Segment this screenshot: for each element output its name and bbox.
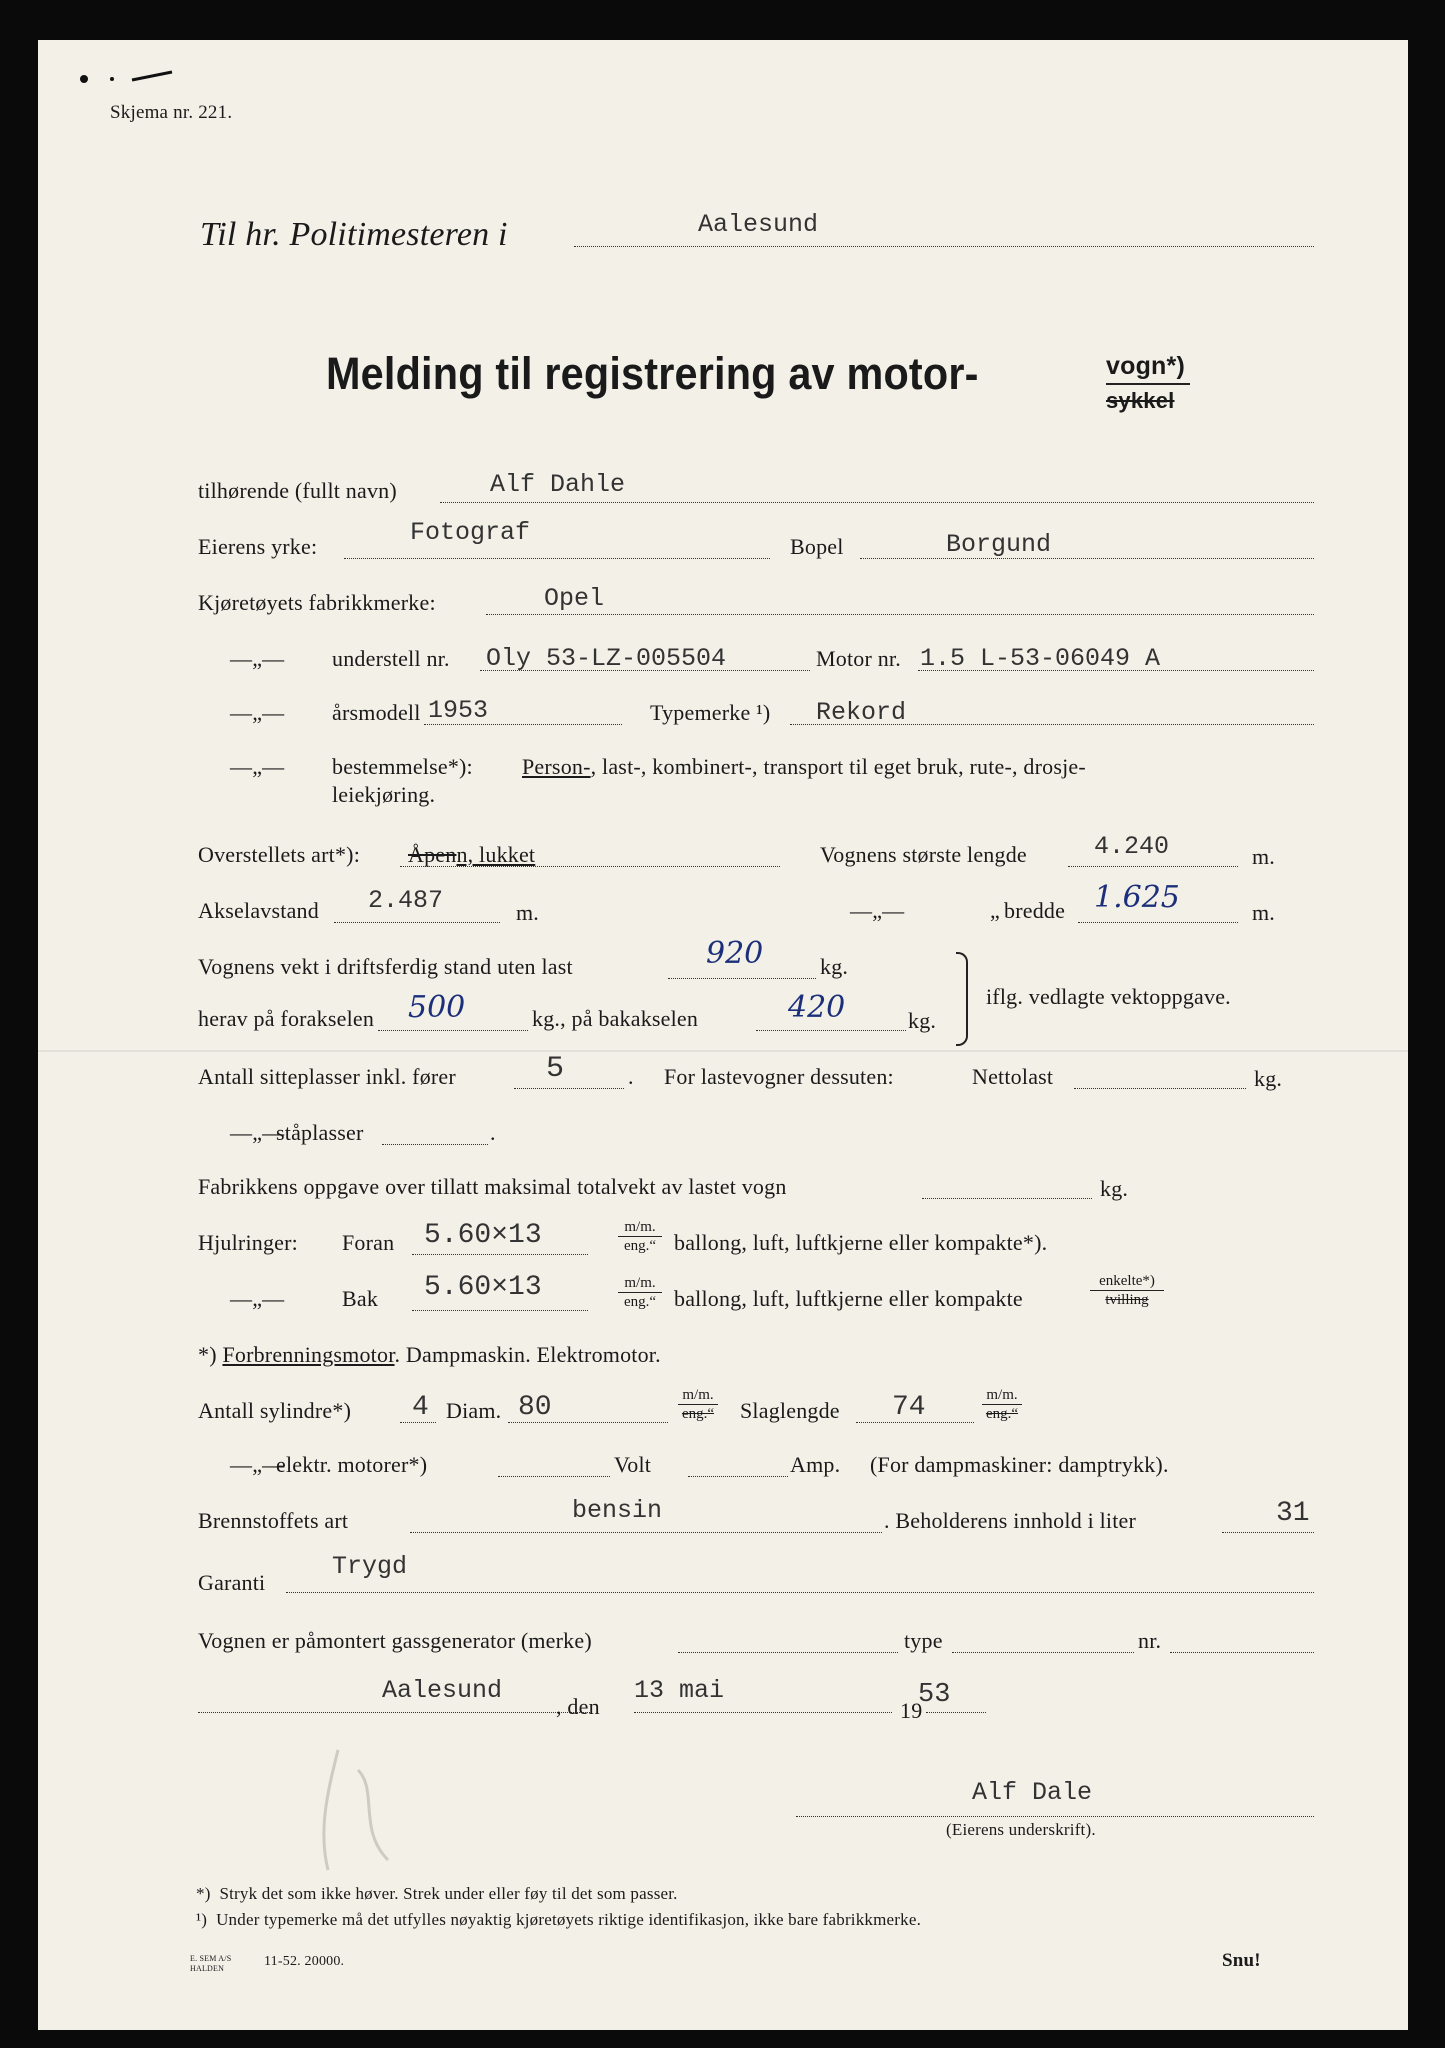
form-number: Skjema nr. 221. xyxy=(110,102,233,123)
year-value: 53 xyxy=(918,1680,951,1710)
front-axle-label: herav på forakselen xyxy=(198,1006,375,1031)
form-title: Melding til registrering av motor- xyxy=(326,348,979,399)
net-load-label: Nettolast xyxy=(972,1064,1054,1089)
max-weight-label: Fabrikkens oppgave over tillatt maksimal totalvekt av lastet vogn xyxy=(198,1174,787,1199)
owner-label: tilhørende (fullt navn) xyxy=(198,478,397,503)
residence-value: Borgund xyxy=(946,530,1052,559)
faint-ink-mark xyxy=(298,1740,418,1880)
title-over: vogn*) xyxy=(1106,352,1185,380)
binder-mark xyxy=(72,64,182,94)
tank-value: 31 xyxy=(1276,1498,1310,1529)
address-label: Til hr. Politimesteren i xyxy=(200,216,508,253)
owner-value: Alf Dahle xyxy=(490,470,626,499)
occupation-label: Eierens yrke: xyxy=(198,534,318,559)
cylinders-label: Antall sylindre*) xyxy=(198,1398,352,1423)
length-label: Vognens største lengde xyxy=(820,842,1027,867)
guarantee-label: Garanti xyxy=(198,1570,266,1595)
seats-value: 5 xyxy=(546,1052,565,1086)
date-value: 13 mai xyxy=(634,1676,725,1705)
front-axle-value: 500 xyxy=(408,990,466,1025)
fuel-value: bensin xyxy=(572,1496,663,1525)
motor-value: 1.5 L-53-06049 A xyxy=(920,644,1161,673)
residence-label: Bopel xyxy=(790,534,844,559)
wheelbase-label: Akselavstand xyxy=(198,898,319,923)
weight-note: iflg. vedlagte vektoppgave. xyxy=(986,984,1231,1009)
cylinders-value: 4 xyxy=(412,1392,429,1423)
type-mark-value: Rekord xyxy=(816,698,907,727)
electric-label: elektr. motorer*) xyxy=(276,1452,428,1477)
stroke-value: 74 xyxy=(892,1392,926,1423)
weight-label: Vognens vekt i driftsferdig stand uten last xyxy=(198,954,573,979)
length-value: 4.240 xyxy=(1094,832,1170,861)
tires-front-value: 5.60×13 xyxy=(424,1220,542,1251)
model-year-value: 1953 xyxy=(428,696,489,725)
seats-label: Antall sitteplasser inkl. fører xyxy=(198,1064,456,1089)
wheelbase-value: 2.487 xyxy=(368,886,444,915)
guarantee-value: Trygd xyxy=(332,1552,408,1581)
form-sheet: Skjema nr. 221. Til hr. Politimesteren i Aalesund Melding til registrering av motor- vogn*) sykkel tilhørende (fullt navn) Alf Dahle Eierens yrke: Fotograf Bopel Borgund Kjøretøyets fabrikkmerke: Opel —„— understell nr. Oly 53-LZ-005504 Motor nr. 1.5 L-53-06049 A —„— årsmodell 1953 Typemerke ¹) Rekord —„— bestemmelse*): Person-, last-, kombinert-, transport til eget bruk, rute-, drosje- leiekjøring. Overstellets art*): Åpenn, lukket Vognens største lengde 4.240 m. Akselavstand 2.487 m. —„— „ bredde 1.625 m. Vognens vekt i driftsferdig stand uten last 920 kg. herav på forakselen 500 kg., på bakakselen 420 kg. iflg. vedlagte vektoppgave. Antall sitteplasser inkl. fører 5 . For lastevogner dessuten: Nettolast kg. —„— ståplasser . Fabrikkens oppgave over tillatt maksimal totalvekt av lastet vogn kg. Hjulringer: Foran 5.60×13 m/m. eng.“ ballong, luft, luftkjerne eller kompakte*). —„— Bak 5.60×13 m/m. eng.“ ballong, luft, luftkjerne eller kompakte enkelte*) tvilling *) Forbrenningsmotor. Dampmaskin. Elektromotor. Antall sylindre*) 4 Diam. 80 m/m. eng.“ Slaglengde 74 m/m. eng.“ —„— elektr. motorer*) Volt Amp. (For dampmaskiner: damptrykk). Brennstoffets art bensin . Beholderens innhold i liter 31 Garanti Trygd Vognen er påmontert gassgenerator (merke) type nr. Aalesund , den 13 mai 19 53 Alf Dale (Eierens underskrift). *) Stryk det som ikke høver. Strek under eller føy til det som passer. ¹) Under typemerke må det utfylles nøyaktig kjøretøyets riktige identifikasjon, ikke bare fabrikkmerke. E. SEM A/S HALDEN 11-52. 20000. Snu! xyxy=(38,40,1408,2030)
make-label: Kjøretøyets fabrikkmerke: xyxy=(198,590,436,615)
printer-code: 11-52. 20000. xyxy=(264,1954,345,1969)
fold-line xyxy=(38,1050,1408,1052)
occupation-value: Fotograf xyxy=(410,518,531,547)
standing-label: ståplasser xyxy=(276,1120,364,1145)
footnote-1: *) Stryk det som ikke høver. Strek under eller føy til det som passer. xyxy=(196,1884,678,1903)
purpose-label: bestemmelse*): xyxy=(332,754,473,779)
body-type-value: n, lukket xyxy=(456,842,536,867)
gas-generator-label: Vognen er påmontert gassgenerator (merke) xyxy=(198,1628,592,1653)
signature-label: (Eierens underskrift). xyxy=(946,1820,1096,1839)
chassis-value: Oly 53-LZ-005504 xyxy=(486,644,727,673)
body-type-label: Overstellets art*): xyxy=(198,842,361,867)
width-value: 1.625 xyxy=(1094,880,1180,915)
diameter-value: 80 xyxy=(518,1392,552,1423)
width-label: bredde xyxy=(1004,898,1066,923)
fuel-label: Brennstoffets art xyxy=(198,1508,349,1533)
type-mark-label: Typemerke ¹) xyxy=(650,700,771,725)
tires-label: Hjulringer: xyxy=(198,1230,298,1255)
place-value: Aalesund xyxy=(382,1676,503,1705)
rear-axle-value: 420 xyxy=(788,990,846,1025)
title-under: sykkel xyxy=(1106,388,1175,413)
truck-label: For lastevogner dessuten: xyxy=(664,1064,894,1089)
model-year-label: årsmodell xyxy=(332,700,421,725)
tires-rear-kind: ballong, luft, luftkjerne eller kompakte xyxy=(674,1286,1023,1311)
make-value: Opel xyxy=(544,584,605,613)
weight-brace xyxy=(956,952,968,1046)
police-district-value: Aalesund xyxy=(698,210,819,239)
turn-over: Snu! xyxy=(1222,1950,1261,1971)
engine-type-selected: Forbrenningsmotor xyxy=(222,1342,395,1367)
printer-name: E. SEM A/S HALDEN xyxy=(190,1954,232,1973)
motor-label: Motor nr. xyxy=(816,646,901,671)
signature-name: Alf Dale xyxy=(972,1778,1093,1807)
weight-value: 920 xyxy=(706,936,764,971)
tires-rear-value: 5.60×13 xyxy=(424,1272,542,1303)
chassis-label: understell nr. xyxy=(332,646,450,671)
body-type-struck: Åpen xyxy=(408,842,457,867)
purpose-selected: Person- xyxy=(522,754,591,779)
footnote-2: ¹) Under typemerke må det utfylles nøyaktig kjøretøyets riktige identifikasjon, ikke bare fabrikkmerke. xyxy=(196,1910,922,1929)
tires-front-kind: ballong, luft, luftkjerne eller kompakte*). xyxy=(674,1230,1048,1255)
